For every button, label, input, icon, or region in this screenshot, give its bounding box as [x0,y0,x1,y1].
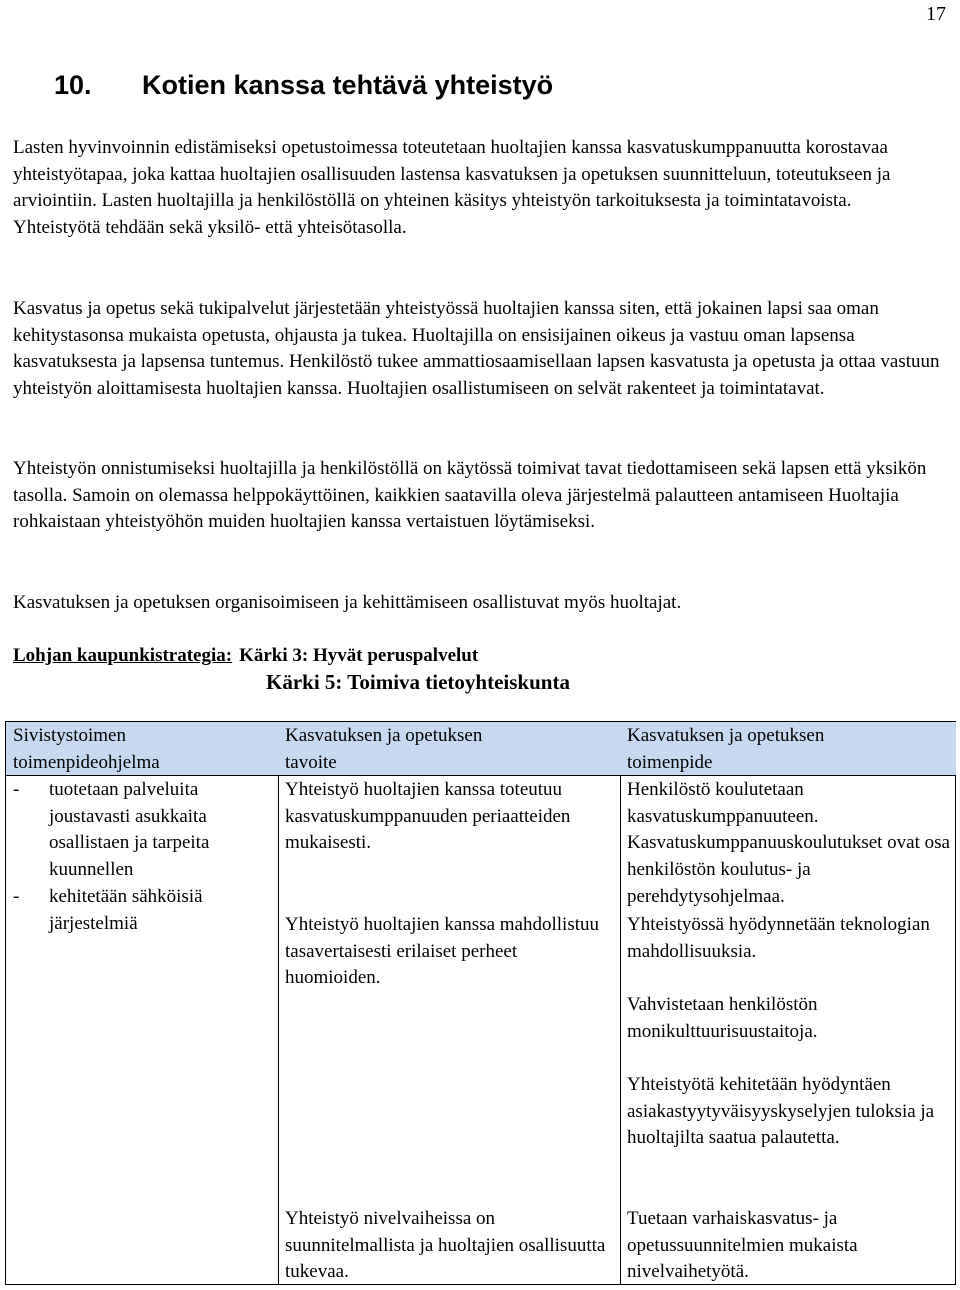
paragraph-1: Lasten hyvinvoinnin edistämiseksi opetustoimessa toteutetaan huoltajien kanssa kasvatuskumppanuutta korostavaa yhteistyötapaa, joka kattaa huoltajien osallisuuden lastensa kasvatuksen ja opetuksen suunnitteluun, toteutukseen ja arviointiin. Lasten huoltajilla ja henkilöstöllä on yhteinen käsitys yhteistyön tarkoituksesta ja toimintatavoista. Yhteistyötä tehdään sekä yksilö- että yhteisötasolla. [13,137,891,239]
action-text: Henkilöstö koulutetaan kasvatuskumppanuuteen. Kasvatuskumppanuuskoulutukset ovat osa henkilöstön koulutus- ja perehdytysohjelmaa. [627,779,950,907]
paragraph-2: Kasvatus ja opetus sekä tukipalvelut järjestetään yhteistyössä huoltajien kanssa siten, että jokainen lapsi saa oman kehitystasonsa mukaista opetusta, ohjausta ja tukea. Huoltajilla on ensisijainen oikeus ja vastuu oman lapsensa kasvatuksesta ja lapsensa tuntemus. Henkilöstö tukee ammattiosaamisellaan lapsen kasvatusta ja opetusta ja ottaa vastuun yhteistyön aloittamisesta huoltajien kanssa. Huoltajien osallistumiseen on selvät rakenteet ja toimintatavat. [13,298,940,400]
action-text: Yhteistyötä kehitetään hyödyntäen asiakastyytyväisyyskyselyjen tuloksia ja huoltajilta saatua palautetta. [627,1074,935,1149]
bullet-text: tuotetaan palveluita joustavasti asukkaita osallistaen ja tarpeita kuunnellen [49,779,210,881]
header-line: tavoite [285,752,337,773]
action-text: Tuetaan varhaiskasvatus- ja opetussuunnitelmien mukaista nivelvaihetyötä. [627,1208,858,1283]
header-line: toimenpideohjelma [13,752,160,773]
header-programme [6,722,278,776]
programme-cell [13,777,274,937]
list-item [13,777,274,884]
header-line: Kasvatuksen ja opetuksen [627,725,825,746]
strategy-item-1: Kärki 3: Hyvät peruspalvelut [239,645,479,666]
paragraph-3: Yhteistyön onnistumiseksi huoltajilla ja henkilöstöllä on käytössä toimivat tavat tiedottamiseen sekä lapsen että yksikön tasolla. Samoin on olemassa helppokäyttöinen, kaikkien saatavilla oleva järjestelmä palautteen antamiseen Huoltajia rohkaistaan yhteistyöhön muiden huoltajien kanssa vertaistuen löytämiseksi. [13,458,927,533]
section-title: Kotien kanssa tehtävä yhteistyö [142,70,554,100]
action-text: Yhteistyössä hyödynnetään teknologian mahdollisuuksia. [627,914,930,962]
strategy-label: Lohjan kaupunkistrategia: [13,645,233,666]
paragraph-4: Kasvatuksen ja opetuksen organisoimiseen ja kehittämiseen osallistuvat myös huoltajat. [13,592,682,613]
action-text: Vahvistetaan henkilöstön monikulttuurisuustaitoja. [627,994,818,1042]
list-item [13,884,274,937]
header-line: Sivistystoimen [13,725,126,746]
column-programme [6,722,279,1284]
section-heading [54,68,553,102]
goal-text: Yhteistyö nivelvaiheissa on suunnitelmallista ja huoltajien osallisuutta tukevaa. [285,1208,606,1283]
strategy-item-2: Kärki 5: Toimiva tietoyhteiskunta [266,670,570,694]
column-actions [620,722,956,1284]
action-table [5,721,956,1285]
bullet-text: kehitetään sähköisiä järjestelmiä [49,885,203,934]
city-strategy [13,643,570,695]
goal-text: Yhteistyö huoltajien kanssa toteutuu kasvatuskumppanuuden periaatteiden mukaisesti. [285,779,571,854]
bullet-dash: - [13,779,20,800]
column-goals [278,722,621,1284]
bullet-dash: - [13,885,20,907]
header-action [620,722,956,776]
goal-text: Yhteistyö huoltajien kanssa mahdollistuu tasavertaisesti erilaiset perheet huomioiden. [285,914,599,989]
header-line: toimenpide [627,752,713,773]
header-goal [278,722,620,776]
header-line: Kasvatuksen ja opetuksen [285,725,483,746]
section-number: 10. [54,70,92,100]
page-number: 17 [926,3,946,25]
